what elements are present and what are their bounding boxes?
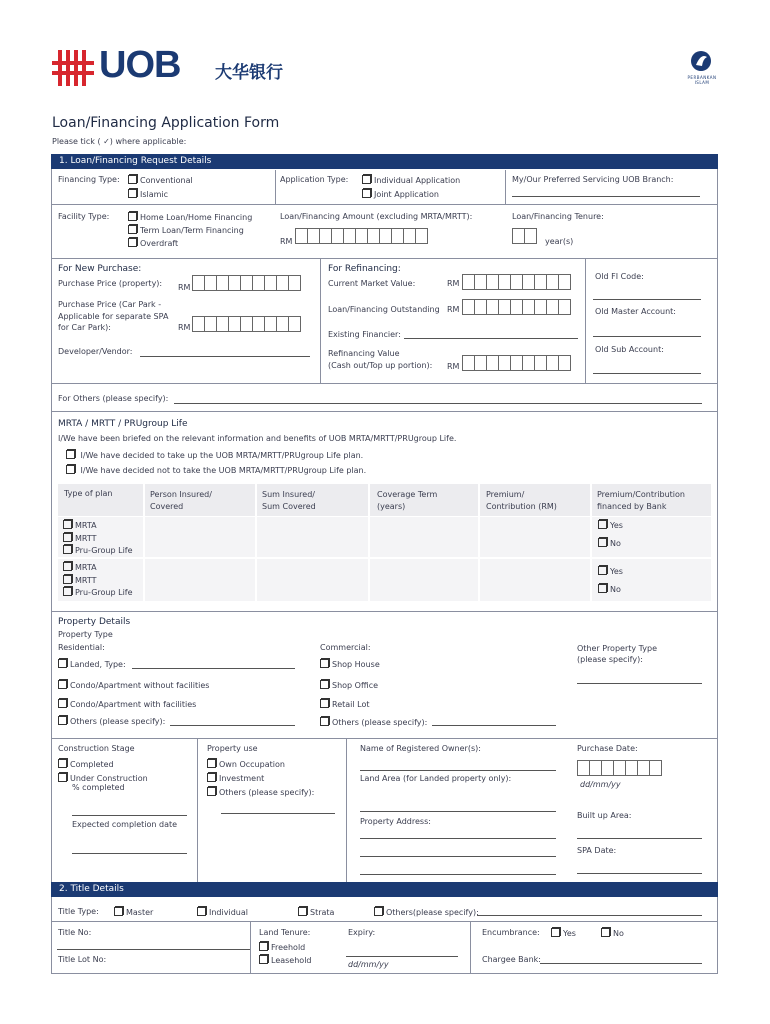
refinancing-value-label-2: (Cash out/Top up portion): <box>328 361 433 370</box>
islamic-logo-text: PERBANKAN ISLAM <box>687 75 717 85</box>
checkbox-icon[interactable] <box>551 928 560 937</box>
checkbox-icon[interactable] <box>598 538 607 547</box>
expiry-format: dd/mm/yy <box>348 960 389 969</box>
application-type-label: Application Type: <box>280 175 349 184</box>
landed-type-field[interactable] <box>132 668 295 669</box>
old-sub-account-field[interactable] <box>593 373 701 374</box>
registered-owner-label: Name of Registered Owner(s): <box>360 744 481 753</box>
checkbox-icon[interactable] <box>63 520 72 529</box>
facility-option-home[interactable]: Home Loan/Home Financing <box>128 212 252 222</box>
checkbox-icon[interactable] <box>362 189 371 198</box>
title-type-label: Title Type: <box>58 907 99 916</box>
tenure-boxes[interactable] <box>513 228 537 244</box>
checkbox-icon[interactable] <box>298 907 307 916</box>
checkbox-icon[interactable] <box>128 175 137 184</box>
land-tenure-label: Land Tenure: <box>259 928 311 937</box>
financing-option-islamic[interactable]: Islamic <box>128 189 168 199</box>
address-line-2[interactable] <box>360 856 556 857</box>
address-line-1[interactable] <box>360 838 556 839</box>
amount-boxes[interactable] <box>296 228 428 244</box>
col-type-of-plan: Type of plan <box>64 489 113 498</box>
islamic-logo <box>680 50 724 90</box>
old-fi-code-field[interactable] <box>593 299 701 300</box>
refinancing-value-label-1: Refinancing Value <box>328 349 400 358</box>
land-area-field[interactable] <box>360 811 556 812</box>
page-title: Loan/Financing Application Form <box>52 115 280 131</box>
others-field[interactable] <box>174 403 702 404</box>
other-property-type-field[interactable] <box>577 683 702 684</box>
other-property-type-label: Other Property Type (please specify): <box>577 644 658 664</box>
col-person-insured: Person Insured/ Covered <box>150 490 212 511</box>
existing-financier-label: Existing Financier: <box>328 330 401 339</box>
facility-option-overdraft[interactable]: Overdraft <box>128 238 178 248</box>
registered-owner-field[interactable] <box>360 770 556 771</box>
expiry-field[interactable] <box>346 956 458 957</box>
amount-label: Loan/Financing Amount (excluding MRTA/MRTT): <box>280 212 473 221</box>
islamic-emblem-icon <box>688 50 714 72</box>
rm-label: RM <box>447 279 460 288</box>
checkbox-icon[interactable] <box>128 238 137 247</box>
expiry-label: Expiry: <box>348 928 376 937</box>
purchase-price-property-label: Purchase Price (property): <box>58 279 163 288</box>
built-up-area-field[interactable] <box>577 838 702 839</box>
construction-stage-label: Construction Stage <box>58 744 135 753</box>
checkbox-icon[interactable] <box>63 575 72 584</box>
checkbox-icon[interactable] <box>601 928 610 937</box>
refinancing-title: For Refinancing: <box>328 264 401 274</box>
old-sub-account-label: Old Sub Account: <box>595 345 664 354</box>
car-park-label-3: for Car Park): <box>58 323 111 332</box>
retail-lot-option[interactable]: Retail Lot <box>320 699 370 709</box>
completed-option[interactable]: Completed <box>58 759 114 769</box>
rm-label: RM <box>178 283 191 292</box>
built-up-area-label: Built up Area: <box>577 811 632 820</box>
loan-outstanding-label: Loan/Financing Outstanding <box>328 305 440 314</box>
checkbox-icon[interactable] <box>66 450 75 459</box>
use-others-field[interactable] <box>221 813 335 814</box>
percent-completed-field[interactable] <box>72 815 187 816</box>
mrta-take-up[interactable]: I/We have decided to take up the UOB MRTA/MRTT/PRUgroup Life plan. <box>66 450 363 460</box>
purchase-price-property-boxes[interactable] <box>193 275 301 291</box>
application-option-individual[interactable]: Individual Application <box>362 175 460 185</box>
logo-text: UOB <box>99 44 181 86</box>
expected-completion-field[interactable] <box>72 853 187 854</box>
checkbox-icon[interactable] <box>320 659 329 668</box>
checkbox-icon[interactable] <box>207 787 216 796</box>
checkbox-icon[interactable] <box>63 545 72 554</box>
rm-label: RM <box>447 305 460 314</box>
property-address-label: Property Address: <box>360 817 431 826</box>
checkbox-icon[interactable] <box>320 699 329 708</box>
freehold-option[interactable]: Freehold <box>259 942 305 952</box>
market-value-boxes[interactable] <box>463 274 571 290</box>
uob-mark-icon <box>52 48 96 88</box>
mrta-briefed: I/We have been briefed on the relevant information and benefits of UOB MRTA/MRTT/PRUgroup Life. <box>58 434 457 443</box>
application-option-joint[interactable]: Joint Application <box>362 189 439 199</box>
col-financed-by-bank: Premium/Contribution financed by Bank <box>597 490 685 511</box>
financing-type-label: Financing Type: <box>58 175 120 184</box>
checkbox-icon[interactable] <box>58 759 67 768</box>
use-others-option[interactable]: Others (please specify): <box>207 787 314 797</box>
col-sum-insured: Sum Insured/ Sum Covered <box>262 490 316 511</box>
land-area-label: Land Area (for Landed property only): <box>360 774 512 783</box>
others-label: For Others (please specify): <box>58 394 169 403</box>
checkbox-icon[interactable] <box>598 520 607 529</box>
title-type-others[interactable]: Others(please specify): <box>374 907 479 917</box>
row2-plan-options[interactable]: MRTA MRTT Pru-Group Life <box>63 562 133 600</box>
current-market-value-label: Current Market Value: <box>328 279 416 288</box>
residential-others-field[interactable] <box>170 725 295 726</box>
title-type-individual[interactable]: Individual <box>197 907 248 917</box>
logo-chinese: 大华银行 <box>215 63 283 83</box>
title-type-others-field[interactable] <box>477 915 702 916</box>
row2-yes[interactable]: Yes <box>598 566 623 576</box>
new-purchase-title: For New Purchase: <box>58 264 142 274</box>
percent-completed-label: % completed <box>72 783 125 792</box>
checkbox-icon[interactable] <box>207 759 216 768</box>
landed-option[interactable]: Landed, Type: <box>58 659 126 669</box>
checkbox-icon[interactable] <box>374 907 383 916</box>
condo-with-option[interactable]: Condo/Apartment with facilities <box>58 699 196 709</box>
section-2-header: 2. Title Details <box>51 882 718 897</box>
checkbox-icon[interactable] <box>63 587 72 596</box>
title-lot-no-label: Title Lot No: <box>58 955 107 964</box>
tick-instruction: Please tick ( ✓) where applicable: <box>52 137 187 146</box>
checkbox-icon[interactable] <box>197 907 206 916</box>
title-type-master[interactable]: Master <box>114 907 153 917</box>
checkbox-icon[interactable] <box>58 680 67 689</box>
branch-label: My/Our Preferred Servicing UOB Branch: <box>512 175 674 184</box>
tenure-years: year(s) <box>545 237 574 246</box>
commercial-others-field[interactable] <box>432 725 556 726</box>
financing-option-conventional[interactable]: Conventional <box>128 175 193 185</box>
title-type-strata[interactable]: Strata <box>298 907 334 917</box>
outstanding-boxes[interactable] <box>463 299 571 315</box>
spa-date-field[interactable] <box>577 873 702 874</box>
purchase-date-label: Purchase Date: <box>577 744 638 753</box>
mrta-title: MRTA / MRTT / PRUgroup Life <box>58 419 188 429</box>
car-park-label-2: Applicable for separate SPA <box>58 312 169 321</box>
checkbox-icon[interactable] <box>598 566 607 575</box>
property-use-label: Property use <box>207 744 258 753</box>
rm-label: RM <box>178 323 191 332</box>
facility-type-label: Facility Type: <box>58 212 110 221</box>
developer-field[interactable] <box>140 356 310 357</box>
purchase-price-car-boxes[interactable] <box>193 316 301 332</box>
old-master-account-label: Old Master Account: <box>595 307 676 316</box>
existing-financier-field[interactable] <box>404 338 578 339</box>
row2-no[interactable]: No <box>598 584 621 594</box>
title-no-field[interactable] <box>57 949 250 950</box>
leasehold-option[interactable]: Leasehold <box>259 955 312 965</box>
checkbox-icon[interactable] <box>259 942 268 951</box>
checkbox-icon[interactable] <box>58 659 67 668</box>
checkbox-icon[interactable] <box>320 717 329 726</box>
developer-label: Developer/Vendor: <box>58 347 133 356</box>
old-fi-code-label: Old FI Code: <box>595 272 644 281</box>
purchase-date-boxes[interactable] <box>578 760 662 776</box>
checkbox-icon[interactable] <box>128 212 137 221</box>
row1-no[interactable]: No <box>598 538 621 548</box>
branch-field[interactable] <box>512 196 700 197</box>
rm-label: RM <box>447 362 460 371</box>
checkbox-icon[interactable] <box>58 716 67 725</box>
chargee-bank-field[interactable] <box>540 963 702 964</box>
residential-others-option[interactable]: Others (please specify): <box>58 716 165 726</box>
section-1-header: 1. Loan/Financing Request Details <box>51 154 718 169</box>
chargee-bank-label: Chargee Bank: <box>482 955 541 964</box>
amount-rm: RM <box>280 237 293 246</box>
checkbox-icon[interactable] <box>259 955 268 964</box>
under-construction-option[interactable]: Under Construction <box>58 773 148 783</box>
col-coverage-term: Coverage Term (years) <box>377 490 438 511</box>
commercial-others-option[interactable]: Others (please specify): <box>320 717 427 727</box>
expected-completion-label: Expected completion date <box>72 820 178 829</box>
shop-house-option[interactable]: Shop House <box>320 659 380 669</box>
checkbox-icon[interactable] <box>128 189 137 198</box>
checkbox-icon[interactable] <box>362 175 371 184</box>
refinancing-value-boxes[interactable] <box>463 355 571 371</box>
col-premium: Premium/ Contribution (RM) <box>486 490 557 511</box>
encumbrance-label: Encumbrance: <box>482 928 540 937</box>
checkbox-icon[interactable] <box>598 584 607 593</box>
facility-option-term[interactable]: Term Loan/Term Financing <box>128 225 244 235</box>
property-type-label: Property Type <box>58 630 113 639</box>
checkbox-icon[interactable] <box>66 465 75 474</box>
purchase-date-format: dd/mm/yy <box>580 780 621 789</box>
checkbox-icon[interactable] <box>63 533 72 542</box>
encumbrance-yes[interactable]: Yes <box>551 928 576 938</box>
checkbox-icon[interactable] <box>58 773 67 782</box>
checkbox-icon[interactable] <box>63 562 72 571</box>
checkbox-icon[interactable] <box>128 225 137 234</box>
row1-plan-options[interactable]: MRTA MRTT Pru-Group Life <box>63 520 133 558</box>
mrta-not-take-up[interactable]: I/We have decided not to take the UOB MRTA/MRTT/PRUgroup Life plan. <box>66 465 366 475</box>
old-master-account-field[interactable] <box>593 336 701 337</box>
encumbrance-no[interactable]: No <box>601 928 624 938</box>
title-no-label: Title No: <box>58 928 92 937</box>
tenure-label: Loan/Financing Tenure: <box>512 212 604 221</box>
condo-without-option[interactable]: Condo/Apartment without facilities <box>58 680 209 690</box>
residential-label: Residential: <box>58 643 105 652</box>
checkbox-icon[interactable] <box>320 680 329 689</box>
checkbox-icon[interactable] <box>207 773 216 782</box>
car-park-label-1: Purchase Price (Car Park - <box>58 300 162 309</box>
property-title: Property Details <box>58 617 131 627</box>
shop-office-option[interactable]: Shop Office <box>320 680 378 690</box>
own-occupation-option[interactable]: Own Occupation <box>207 759 285 769</box>
row1-yes[interactable]: Yes <box>598 520 623 530</box>
investment-option[interactable]: Investment <box>207 773 264 783</box>
checkbox-icon[interactable] <box>114 907 123 916</box>
checkbox-icon[interactable] <box>58 699 67 708</box>
spa-date-label: SPA Date: <box>577 846 617 855</box>
commercial-label: Commercial: <box>320 643 371 652</box>
address-line-3[interactable] <box>360 874 556 875</box>
